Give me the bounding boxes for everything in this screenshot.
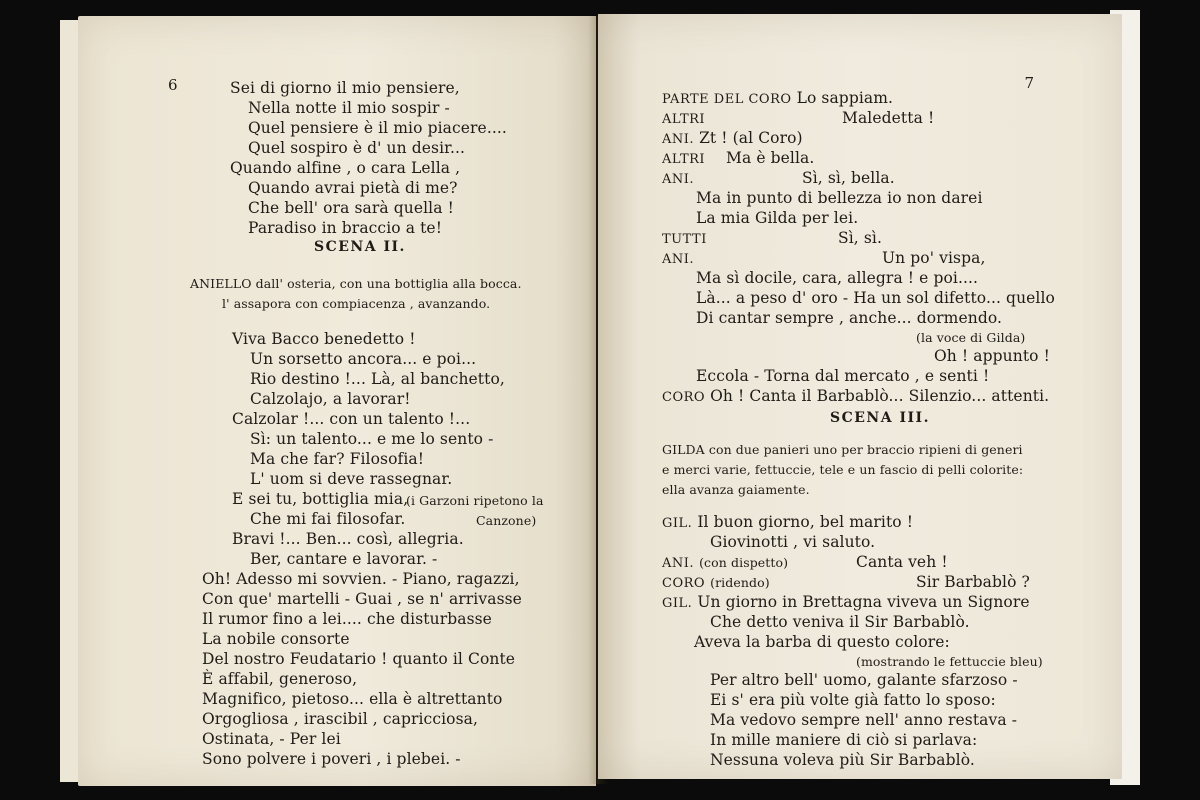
verse-line: Sì: un talento... e me lo sento -	[250, 430, 494, 448]
verse-line: Sono polvere i poveri , i plebei. -	[202, 750, 461, 768]
dialogue-line	[662, 248, 694, 270]
dialogue-line	[662, 592, 1030, 614]
stage-cue: (ridendo)	[710, 575, 770, 590]
dialogue-text: In mille maniere di ciò si parlava:	[710, 731, 978, 749]
dialogue-text: Sì, sì, bella.	[802, 169, 895, 187]
speaker: ANI.	[662, 556, 695, 571]
dialogue-line	[662, 128, 803, 150]
verse-line: È affabil, generoso,	[202, 670, 358, 688]
scene-title: SCENA II.	[314, 239, 406, 255]
speaker: ALTRI	[662, 152, 706, 167]
verse-line: Sei di giorno il mio pensiere,	[230, 79, 460, 97]
stage-aside: Canzone)	[476, 513, 537, 528]
dialogue-text: Il buon giorno, bel marito !	[697, 513, 914, 531]
dialogue-text: Per altro bell' uomo, galante sfarzoso -	[710, 671, 1018, 689]
dialogue-text: Ma è bella.	[726, 149, 815, 167]
dialogue-line	[662, 108, 705, 130]
dialogue-text: Che detto veniva il Sir Barbablò.	[710, 613, 970, 631]
stage-direction: e merci varie, fettuccie, tele e un fascio di pelli colorite:	[662, 462, 1024, 477]
stage-cue: (con dispetto)	[699, 555, 789, 570]
dialogue-text: Ei s' era più volte già fatto lo sposo:	[710, 691, 996, 709]
speaker: PARTE DEL CORO	[662, 92, 792, 107]
dialogue-text: Giovinotti , vi saluto.	[710, 533, 876, 551]
stage-direction: ANIELLO dall' osteria, con una bottiglia alla bocca.	[190, 276, 522, 291]
dialogue-line	[662, 168, 694, 190]
stage-direction: GILDA con due panieri uno per braccio ripieni di generi	[662, 442, 1023, 457]
verse-line: Paradiso in braccio a te!	[248, 219, 443, 237]
dialogue-text: Di cantar sempre , anche... dormendo.	[696, 309, 1003, 327]
stage-aside: (i Garzoni ripetono la	[406, 493, 544, 508]
dialogue-text: Un po' vispa,	[882, 249, 986, 267]
verse-line: Quando alfine , o cara Lella ,	[230, 159, 461, 177]
dialogue-text: Aveva la barba di questo colore:	[694, 633, 950, 651]
verse-line: La nobile consorte	[202, 630, 350, 648]
dialogue-text: Sir Barbablò ?	[916, 573, 1030, 591]
stage-direction: l' assapora con compiacenza , avanzando.	[222, 296, 491, 311]
dialogue-text: Là... a peso d' oro - Ha un sol difetto... quello	[696, 289, 1055, 307]
verse-line: Bravi !... Ben... così, allegria.	[232, 530, 464, 548]
dialogue-line	[662, 88, 893, 110]
stage-cue: (la voce di Gilda)	[916, 330, 1026, 345]
dialogue-text: Ma vedovo sempre nell' anno restava -	[710, 711, 1018, 729]
verse-line: Ma che far? Filosofia!	[250, 450, 425, 468]
dialogue-text: Un giorno in Brettagna viveva un Signore	[697, 593, 1030, 611]
verse-line: E sei tu, bottiglia mia,	[232, 490, 409, 508]
speaker: ANI.	[662, 252, 695, 267]
verse-line: Il rumor fino a lei.... che disturbasse	[202, 610, 492, 628]
dialogue-line	[662, 572, 770, 594]
verse-line: Nella notte il mio sospir -	[248, 99, 450, 117]
stage-direction: ella avanza gaiamente.	[662, 482, 810, 497]
speaker: TUTTI	[662, 232, 707, 247]
left-page	[78, 16, 596, 786]
dialogue-line	[662, 386, 1049, 408]
right-page	[598, 14, 1122, 779]
dialogue-text: La mia Gilda per lei.	[696, 209, 859, 227]
dialogue-text: Canta veh !	[856, 553, 948, 571]
page-number: 6	[168, 76, 178, 94]
verse-line: L' uom si deve rassegnar.	[250, 470, 453, 488]
verse-line: Calzolajo, a lavorar!	[250, 390, 411, 408]
verse-line: Ostinata, - Per lei	[202, 730, 341, 748]
speaker: CORO	[662, 390, 706, 405]
speaker: CORO	[662, 576, 706, 591]
verse-line: Quel pensiere è il mio piacere....	[248, 119, 507, 137]
dialogue-text: Sì, sì.	[838, 229, 882, 247]
stage-cue: (mostrando le fettuccie bleu)	[856, 654, 1043, 669]
dialogue-text: Oh ! Canta il Barbablò... Silenzio... attenti.	[710, 387, 1050, 405]
verse-line: Quando avrai pietà di me?	[248, 179, 458, 197]
dialogue-line	[662, 148, 705, 170]
verse-line: Ber, cantare e lavorar. -	[250, 550, 438, 568]
speaker: ALTRI	[662, 112, 706, 127]
verse-line: Del nostro Feudatario ! quanto il Conte	[202, 650, 516, 668]
speaker: GIL.	[662, 516, 693, 531]
dialogue-text: Nessuna voleva più Sir Barbablò.	[710, 751, 975, 769]
speaker: ANI.	[662, 172, 695, 187]
dialogue-text: Ma sì docile, cara, allegra ! e poi....	[696, 269, 979, 287]
verse-line: Rio destino !... Là, al banchetto,	[250, 370, 505, 388]
verse-line: Quel sospiro è d' un desir...	[248, 139, 466, 157]
dialogue-text: Zt ! (al Coro)	[699, 129, 803, 147]
dialogue-line	[662, 512, 913, 534]
dialogue-text: Eccola - Torna dal mercato , e senti !	[696, 367, 990, 385]
scene-title: SCENA III.	[830, 410, 930, 426]
dialogue-text: Oh ! appunto !	[934, 347, 1050, 365]
verse-line: Viva Bacco benedetto !	[232, 330, 416, 348]
verse-line: Che mi fai filosofar.	[250, 510, 406, 528]
verse-line: Orgogliosa , irascibil , capricciosa,	[202, 710, 479, 728]
dialogue-text: Maledetta !	[842, 109, 935, 127]
speaker: ANI.	[662, 132, 695, 147]
verse-line: Oh! Adesso mi sovvien. - Piano, ragazzi,	[202, 570, 520, 588]
verse-line: Calzolar !... con un talento !...	[232, 410, 471, 428]
dialogue-line	[662, 228, 707, 250]
page-number: 7	[1024, 74, 1034, 92]
verse-line: Un sorsetto ancora... e poi...	[250, 350, 477, 368]
verse-line: Con que' martelli - Guai , se n' arrivasse	[202, 590, 522, 608]
verse-line: Magnifico, pietoso... ella è altrettanto	[202, 690, 503, 708]
verse-line: Che bell' ora sarà quella !	[248, 199, 454, 217]
speaker: GIL.	[662, 596, 693, 611]
dialogue-line	[662, 552, 788, 574]
dialogue-text: Ma in punto di bellezza io non darei	[696, 189, 983, 207]
dialogue-text: Lo sappiam.	[796, 89, 894, 107]
